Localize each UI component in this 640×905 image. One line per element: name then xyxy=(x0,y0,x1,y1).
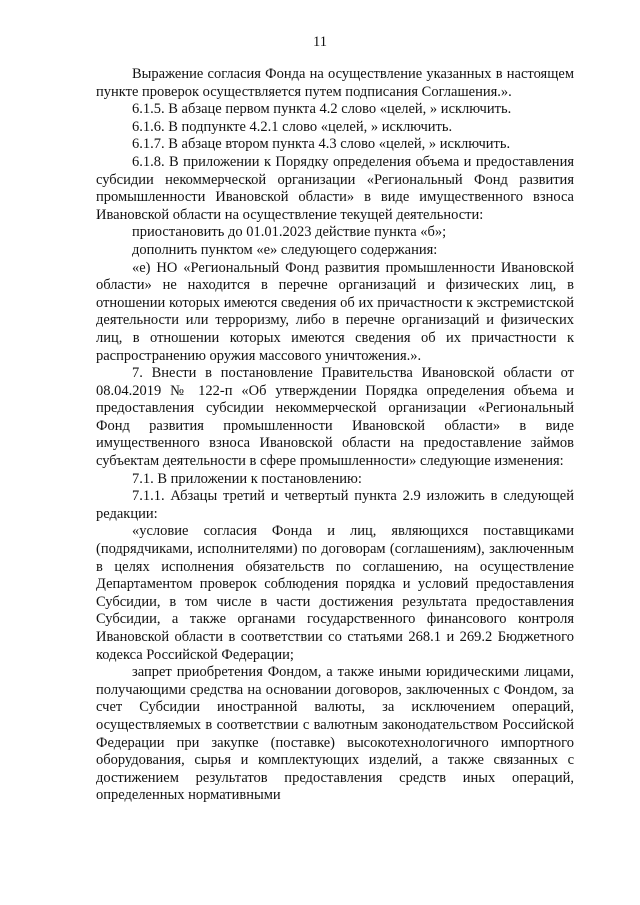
paragraph-7-1-1: 7.1.1. Абзацы третий и четвертый пункта 2.9 изложить в следующей редакции: xyxy=(96,488,574,522)
paragraph-consent-condition: «условие согласия Фонда и лиц, являющихся поставщиками (подрядчиками, исполнителями) по договорам (соглашениям), заключенным в целях исполнения обязательств по соглашению, на осуществление Департаментом проверок соблюдения порядка и условий предоставления Субсидии, в том числе в части достижения результата предоставления Субсидии, а также органами государственного финансового контроля Ивановской области в соответствии со статьями 268.1 и 269.2 Бюджетного кодекса Российской Федерации; xyxy=(96,523,574,663)
page-number: 11 xyxy=(313,34,327,50)
paragraph-currency-prohibition: запрет приобретения Фондом, а также иными юридическими лицами, получающими средства на основании договоров, заключенных с Фондом, за счет Субсидии иностранной валюты, за исключением операций, осуществляемых в соответствии с валютным законодательством Российской Федерации при закупке (поставке) высокотехнологичного импортного оборудования, сырья и комплектующих изделий, а также связанных с достижением результатов предоставления средств иных операций, определенных нормативными xyxy=(96,664,574,804)
paragraph-suspend-item-b: приостановить до 01.01.2023 действие пункта «б»; xyxy=(132,224,447,241)
paragraph-7: 7. Внести в постановление Правительства Ивановской области от 08.04.2019 № 122-п «Об утверждении Порядка определения объема и предоставления субсидии некоммерческой организации «Региональный Фонд развития промышленности Ивановской области» в виде имущественного взноса Ивановской области на предоставление займов субъектам деятельности в сфере промышленности» следующие изменения: xyxy=(96,365,574,470)
paragraph-item-e-text: «е) НО «Региональный Фонд развития промышленности Ивановской области» не находится в перечне организаций и физических лиц, в отношении которых имеются сведения об их причастности к экстремистской деятельности или терроризму, либо в перечне организаций и физических лиц, в отношении которых имеются сведения об их причастности к распространению оружия массового уничтожения.». xyxy=(96,259,574,364)
paragraph-7-1: 7.1. В приложении к постановлению: xyxy=(132,470,362,487)
paragraph-6-1-7: 6.1.7. В абзаце втором пункта 4.3 слово «целей, » исключить. xyxy=(132,136,511,153)
paragraph-6-1-8: 6.1.8. В приложении к Порядку определения объема и предоставления субсидии некоммерческой организации «Региональный Фонд развития промышленности Ивановской области» в виде имущественного взноса Ивановской области на осуществление текущей деятельности: xyxy=(96,153,574,223)
paragraph-add-item-e: дополнить пунктом «е» следующего содержания: xyxy=(132,241,438,258)
paragraph-consent-expression: Выражение согласия Фонда на осуществление указанных в настоящем пункте проверок осуществляется путем подписания Соглашения.». xyxy=(96,66,574,100)
paragraph-6-1-5: 6.1.5. В абзаце первом пункта 4.2 слово «целей, » исключить. xyxy=(132,101,512,118)
document-body xyxy=(96,66,574,805)
paragraph-6-1-6: 6.1.6. В подпункте 4.2.1 слово «целей, » исключить. xyxy=(132,118,453,135)
